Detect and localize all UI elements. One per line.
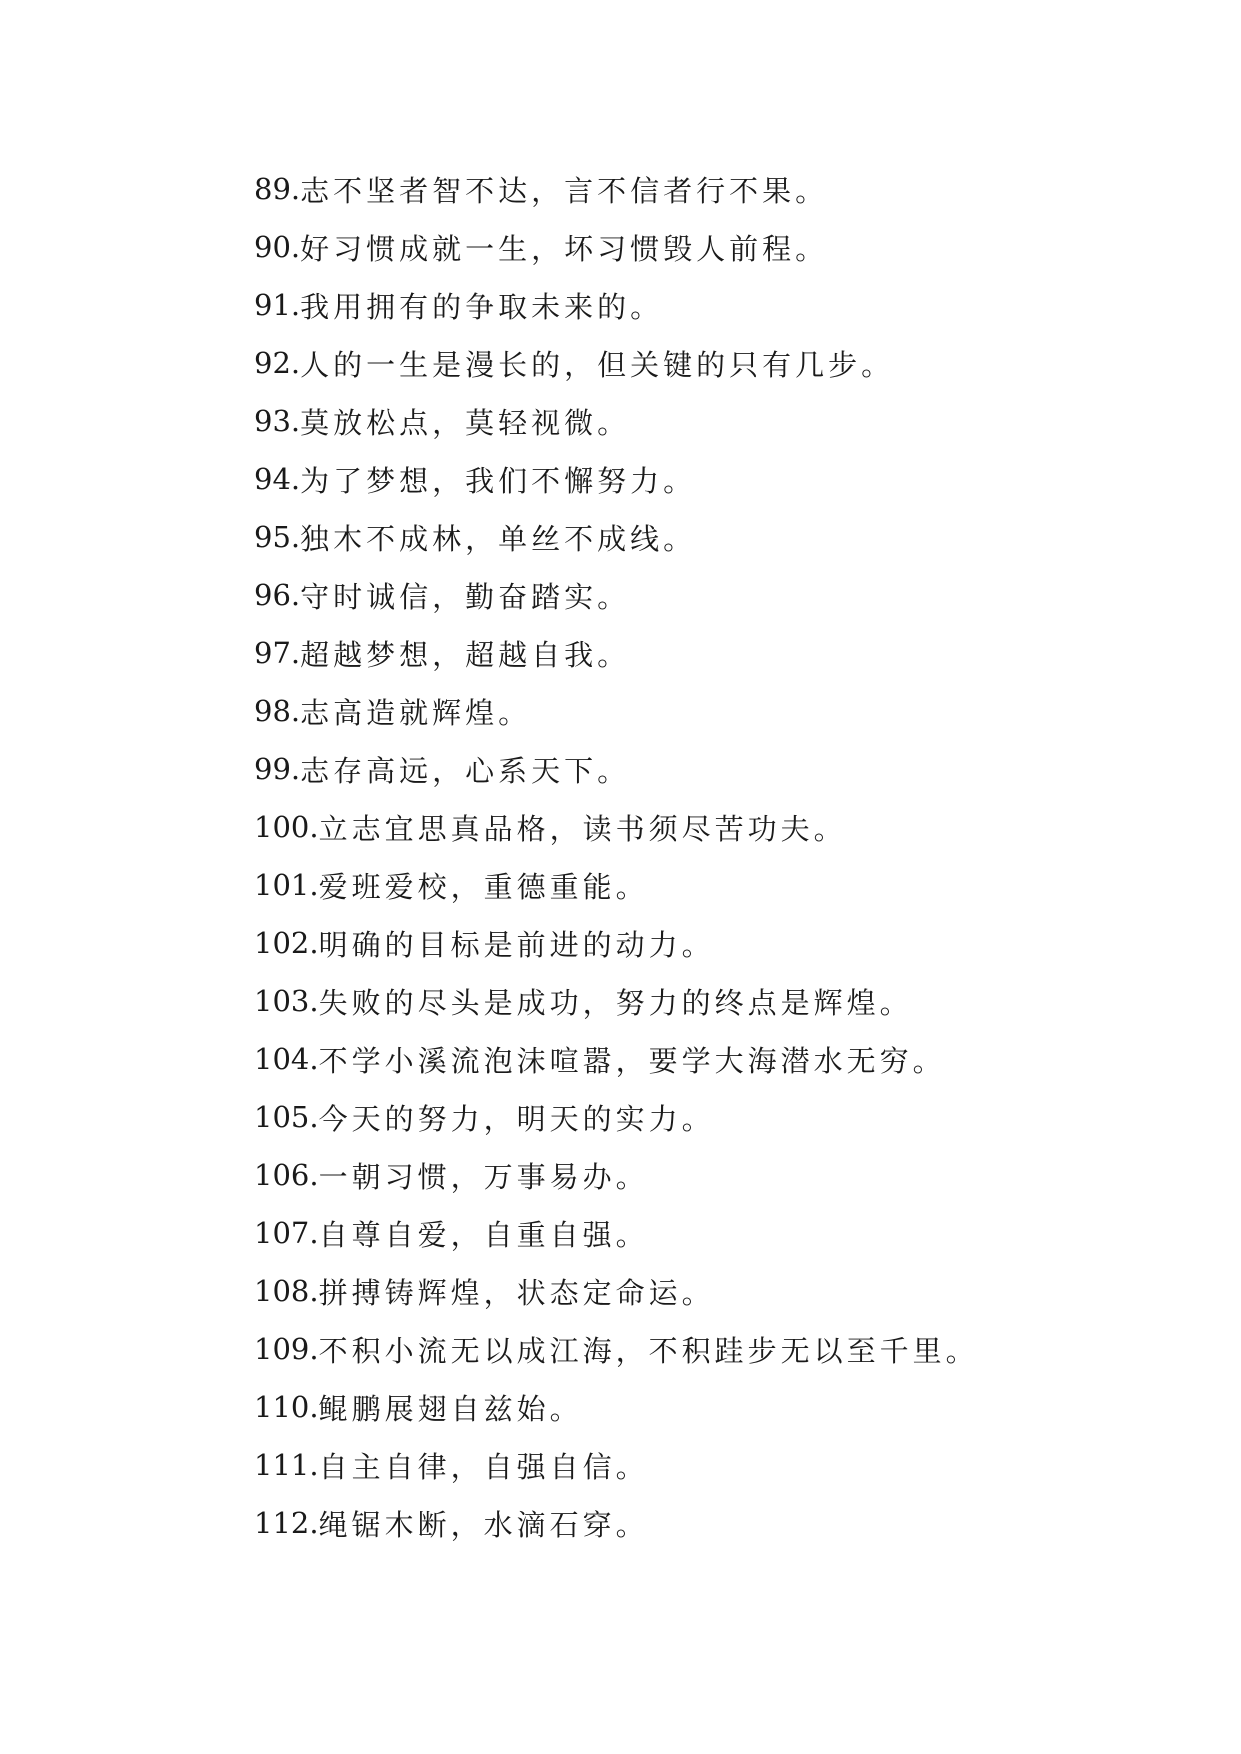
item-text: 拼搏铸辉煌，状态定命运。 bbox=[318, 1275, 715, 1310]
list-item bbox=[254, 1030, 979, 1088]
item-text: 为了梦想，我们不懈努力。 bbox=[300, 463, 697, 498]
quote-list bbox=[254, 160, 979, 1552]
item-text: 绳锯木断，水滴石穿。 bbox=[318, 1507, 649, 1542]
item-number: 89. bbox=[254, 172, 301, 206]
list-item bbox=[254, 508, 979, 566]
item-text: 自主自律，自强自信。 bbox=[318, 1449, 649, 1484]
item-text: 好习惯成就一生，坏习惯毁人前程。 bbox=[300, 231, 829, 266]
item-number: 93. bbox=[254, 404, 301, 438]
list-item bbox=[254, 856, 979, 914]
item-number: 103. bbox=[254, 984, 319, 1018]
item-number: 111. bbox=[254, 1448, 319, 1482]
list-item bbox=[254, 682, 979, 740]
item-number: 95. bbox=[254, 520, 301, 554]
list-item bbox=[254, 914, 979, 972]
item-number: 96. bbox=[254, 578, 301, 612]
list-item bbox=[254, 972, 979, 1030]
item-text: 不学小溪流泡沫喧嚣，要学大海潜水无穷。 bbox=[318, 1043, 946, 1078]
item-number: 109. bbox=[254, 1332, 319, 1366]
item-text: 志高造就辉煌。 bbox=[300, 695, 532, 730]
list-item bbox=[254, 1378, 979, 1436]
item-number: 92. bbox=[254, 346, 301, 380]
item-number: 90. bbox=[254, 230, 301, 264]
item-text: 爱班爱校，重德重能。 bbox=[318, 869, 649, 904]
list-item bbox=[254, 1320, 979, 1378]
list-item bbox=[254, 740, 979, 798]
list-item bbox=[254, 450, 979, 508]
item-text: 我用拥有的争取未来的。 bbox=[300, 289, 664, 324]
item-number: 98. bbox=[254, 694, 301, 728]
item-text: 超越梦想，超越自我。 bbox=[300, 637, 631, 672]
item-text: 明确的目标是前进的动力。 bbox=[318, 927, 715, 962]
item-text: 志存高远，心系天下。 bbox=[300, 753, 631, 788]
item-number: 104. bbox=[254, 1042, 319, 1076]
item-text: 立志宜思真品格，读书须尽苦功夫。 bbox=[318, 811, 847, 846]
list-item bbox=[254, 566, 979, 624]
item-text: 一朝习惯，万事易办。 bbox=[318, 1159, 649, 1194]
item-text: 志不坚者智不达，言不信者行不果。 bbox=[300, 173, 829, 208]
item-text: 不积小流无以成江海，不积跬步无以至千里。 bbox=[318, 1333, 979, 1368]
item-number: 99. bbox=[254, 752, 301, 786]
list-item bbox=[254, 160, 979, 218]
item-text: 失败的尽头是成功，努力的终点是辉煌。 bbox=[318, 985, 913, 1020]
list-item bbox=[254, 1262, 979, 1320]
item-text: 今天的努力，明天的实力。 bbox=[318, 1101, 715, 1136]
item-number: 106. bbox=[254, 1158, 319, 1192]
list-item bbox=[254, 218, 979, 276]
item-number: 105. bbox=[254, 1100, 319, 1134]
list-item bbox=[254, 334, 979, 392]
item-number: 94. bbox=[254, 462, 301, 496]
item-number: 100. bbox=[254, 810, 319, 844]
list-item bbox=[254, 798, 979, 856]
item-text: 莫放松点，莫轻视微。 bbox=[300, 405, 631, 440]
item-number: 101. bbox=[254, 868, 319, 902]
item-number: 91. bbox=[254, 288, 301, 322]
item-text: 人的一生是漫长的，但关键的只有几步。 bbox=[300, 347, 895, 382]
list-item bbox=[254, 1494, 979, 1552]
item-text: 守时诚信，勤奋踏实。 bbox=[300, 579, 631, 614]
list-item bbox=[254, 1088, 979, 1146]
list-item bbox=[254, 276, 979, 334]
item-number: 97. bbox=[254, 636, 301, 670]
list-item bbox=[254, 624, 979, 682]
item-number: 108. bbox=[254, 1274, 319, 1308]
item-number: 112. bbox=[254, 1506, 319, 1540]
item-text: 鲲鹏展翅自兹始。 bbox=[318, 1391, 583, 1426]
list-item bbox=[254, 1436, 979, 1494]
list-item bbox=[254, 392, 979, 450]
item-text: 自尊自爱，自重自强。 bbox=[318, 1217, 649, 1252]
item-number: 107. bbox=[254, 1216, 319, 1250]
item-text: 独木不成林，单丝不成线。 bbox=[300, 521, 697, 556]
list-item bbox=[254, 1204, 979, 1262]
item-number: 110. bbox=[254, 1390, 319, 1424]
list-item bbox=[254, 1146, 979, 1204]
item-number: 102. bbox=[254, 926, 319, 960]
